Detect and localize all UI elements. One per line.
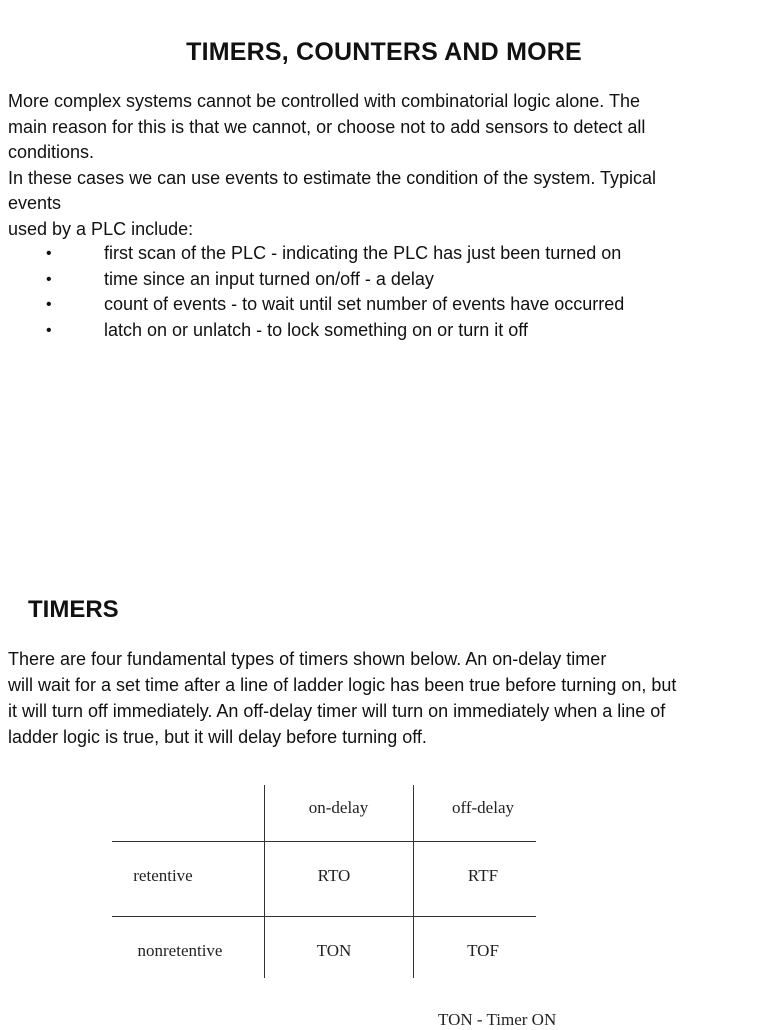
intro-line: More complex systems cannot be controlled with combinatorial logic alone. The xyxy=(8,91,640,111)
bullet-icon: • xyxy=(46,296,52,313)
paragraph-line: There are four fundamental types of timers shown below. An on-delay timer xyxy=(8,649,607,669)
paragraph-line: ladder logic is true, but it will delay before turning off. xyxy=(8,727,427,747)
timer-types-table xyxy=(112,785,536,978)
list-item-text: latch on or unlatch - to lock something on or turn it off xyxy=(104,319,528,340)
bullet-icon: • xyxy=(46,245,52,262)
event-list xyxy=(8,241,753,343)
section-heading-timers: TIMERS xyxy=(28,596,119,623)
paragraph-line: will wait for a set time after a line of ladder logic has been true before turning on, but xyxy=(8,675,677,695)
list-item-text: first scan of the PLC - indicating the PLC has just been turned on xyxy=(104,243,622,263)
list-item xyxy=(8,241,753,267)
intro-text xyxy=(8,89,753,242)
list-item xyxy=(8,292,753,318)
list-item-text: count of events - to wait until set number of events have occurred xyxy=(104,294,625,314)
table-cell-rto: RTO xyxy=(317,866,351,885)
page-title: TIMERS, COUNTERS AND MORE xyxy=(186,38,582,66)
list-item-text: time since an input turned on/off - a delay xyxy=(104,268,434,289)
list-item xyxy=(8,318,753,344)
row-label-retentive: retentive xyxy=(133,866,193,885)
table-cell-rtf: RTF xyxy=(467,866,499,885)
intro-line: main reason for this is that we cannot, or choose not to add sensors to detect all xyxy=(8,116,646,137)
intro-line: events xyxy=(8,193,62,213)
paragraph-line: it will turn off immediately. An off-delay timer will turn on immediately when a line of xyxy=(8,701,666,721)
column-header-on-delay: on-delay xyxy=(308,798,369,817)
table-cell-tof: TOF xyxy=(467,941,499,960)
intro-line: conditions. xyxy=(8,142,95,162)
intro-line: used by a PLC include: xyxy=(8,218,194,239)
bullet-icon: • xyxy=(46,321,52,339)
intro-line: In these cases we can use events to estimate the condition of the system. Typical xyxy=(8,167,657,188)
column-header-off-delay: off-delay xyxy=(452,798,514,817)
list-item xyxy=(8,267,753,293)
timers-paragraph xyxy=(8,646,758,750)
row-label-nonretentive: nonretentive xyxy=(137,941,223,960)
table-cell-ton: TON xyxy=(316,941,352,960)
bullet-icon: • xyxy=(46,270,52,288)
footnote: TON - Timer ON xyxy=(438,1010,557,1029)
